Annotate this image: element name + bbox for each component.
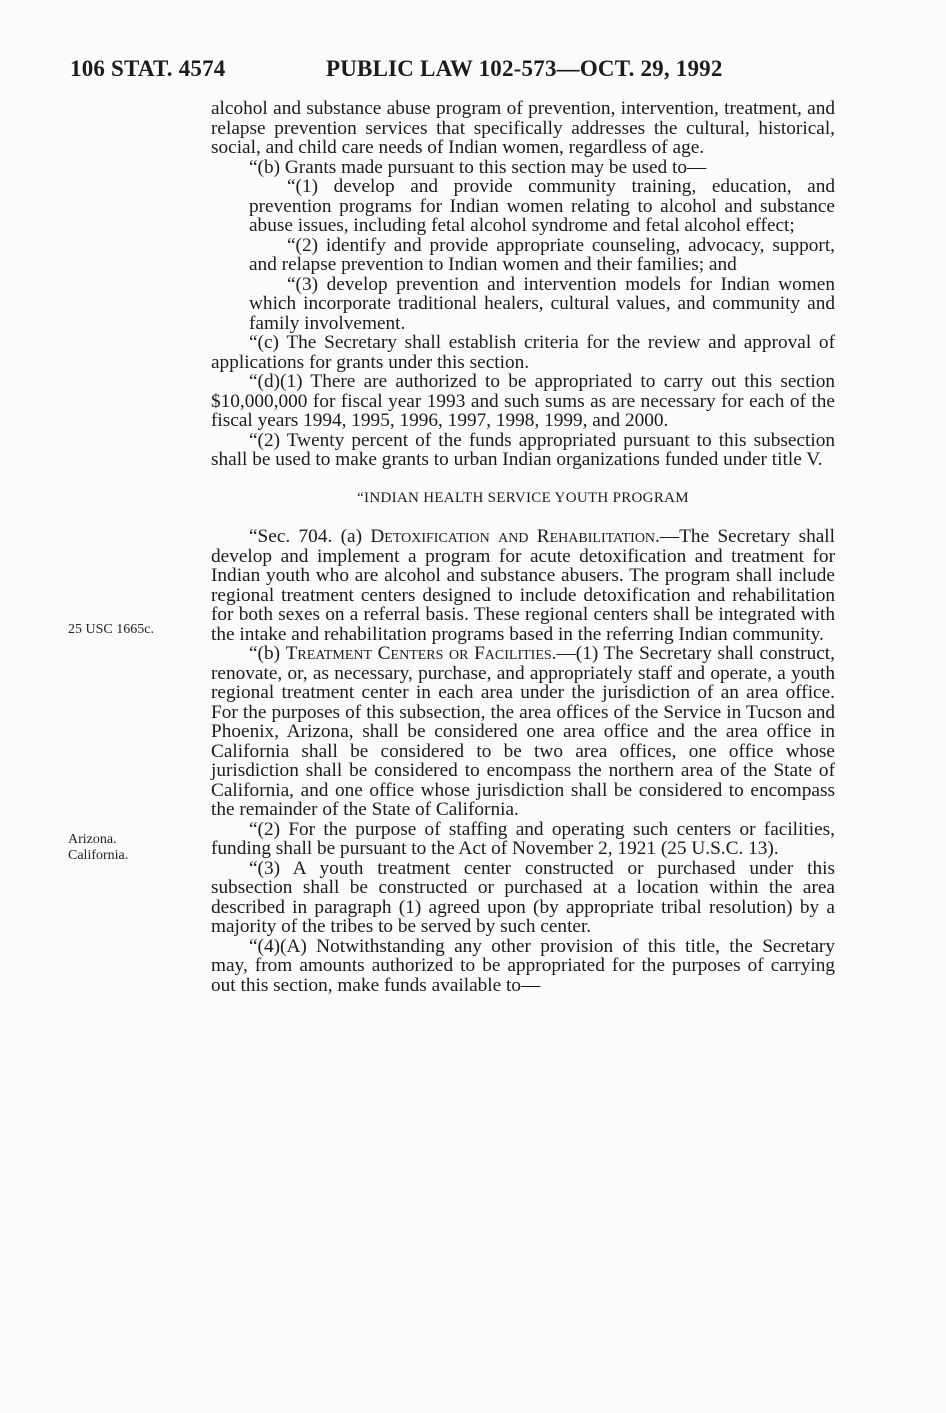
paragraph-b2: “(2) identify and provide appropriate counseling, advocacy, support, and relapse prevention to Indian women and their families; and: [249, 234, 835, 275]
section-subtitle: Detoxification and Rehabilitation: [370, 526, 656, 547]
section-lead: “Sec. 704. (a): [249, 526, 371, 547]
public-law-title: PUBLIC LAW 102-573—OCT. 29, 1992: [326, 56, 723, 81]
section-704-a: [211, 527, 835, 644]
statute-body: [211, 99, 835, 995]
paragraph-c: “(c) The Secretary shall establish criteria for the review and approval of applications for grants under this section.: [211, 332, 835, 373]
section-text: .—The Secretary shall develop and implement a program for acute detoxification and treatment for Indian youth who are alcohol and substance abusers. The program shall include regional treatment centers designed to include detoxification and rehabilitation for both sexes on a referral basis. These regional centers shall be integrated with the intake and rehabilitation programs based in the referring Indian community.: [211, 526, 835, 645]
paragraph-b1: “(1) develop and provide community training, education, and prevention programs for Indian women relating to alcohol and substance abuse issues, including fetal alcohol syndrome and fetal alcohol effect;: [249, 176, 835, 236]
subsection-text: .—(1) The Secretary shall construct, renovate, or, as necessary, purchase, and appropriately staff and operate, a youth regional treatment center in each area under the jurisdiction of an area office. For the purposes of this subsection, the area offices of the Service in Tucson and Phoenix, Arizona, shall be considered one area office and the area office in California shall be considered to be two area offices, one office whose jurisdiction shall be considered to encompass the northern area of the State of California, and one office whose jurisdiction shall be considered to encompass the remainder of the State of California.: [211, 643, 835, 820]
paragraph-b: “(b) Grants made pursuant to this section may be used to—: [249, 156, 707, 178]
paragraph-d1: “(d)(1) There are authorized to be appropriated to carry out this section $10,000,000 for fiscal year 1993 and such sums as are necessary for each of the fiscal years 1994, 1995, 1996, 1997, 1998, 1999, and 2000.: [211, 371, 835, 431]
stat-page-number: 106 STAT. 4574: [70, 56, 226, 81]
paragraph-b3: “(3) develop prevention and intervention models for Indian women which incorporate traditional healers, cultural values, and community and family involvement.: [249, 273, 835, 334]
paragraph-b-3: “(3) A youth treatment center constructed or purchased under this subsection shall be constructed or purchased at a location within the area described in paragraph (1) agreed upon (by appropriate tribal resolution) by a majority of the tribes to be served by such center.: [211, 857, 835, 937]
paragraph-b-4a: “(4)(A) Notwithstanding any other provision of this title, the Secretary may, from amounts authorized to be appropriated for the purposes of carrying out this section, make funds available to—: [211, 935, 835, 996]
subsection-lead: “(b): [249, 643, 286, 664]
section-heading: “INDIAN HEALTH SERVICE YOUTH PROGRAM: [357, 489, 689, 506]
paragraph-continuation: alcohol and substance abuse program of prevention, intervention, treatment, and relapse prevention services that specifically addresses the cultural, historical, social, and child care needs of Indian women, regardless of age.: [211, 98, 835, 158]
paragraph-d2: “(2) Twenty percent of the funds appropriated pursuant to this subsection shall be used to make grants to urban Indian organizations funded under title V.: [211, 429, 835, 470]
subsection-title: Treatment Centers or Facilities: [285, 643, 552, 664]
paragraph-b-2: “(2) For the purpose of staffing and operating such centers or facilities, funding shall be pursuant to the Act of November 2, 1921 (25 U.S.C. 13).: [211, 818, 835, 859]
page-header: [70, 56, 850, 90]
margin-note-arizona: Arizona.: [68, 832, 117, 847]
section-704-b: [211, 644, 835, 820]
margin-note-california: California.: [68, 848, 129, 863]
margin-note-usc: 25 USC 1665c.: [68, 622, 154, 637]
